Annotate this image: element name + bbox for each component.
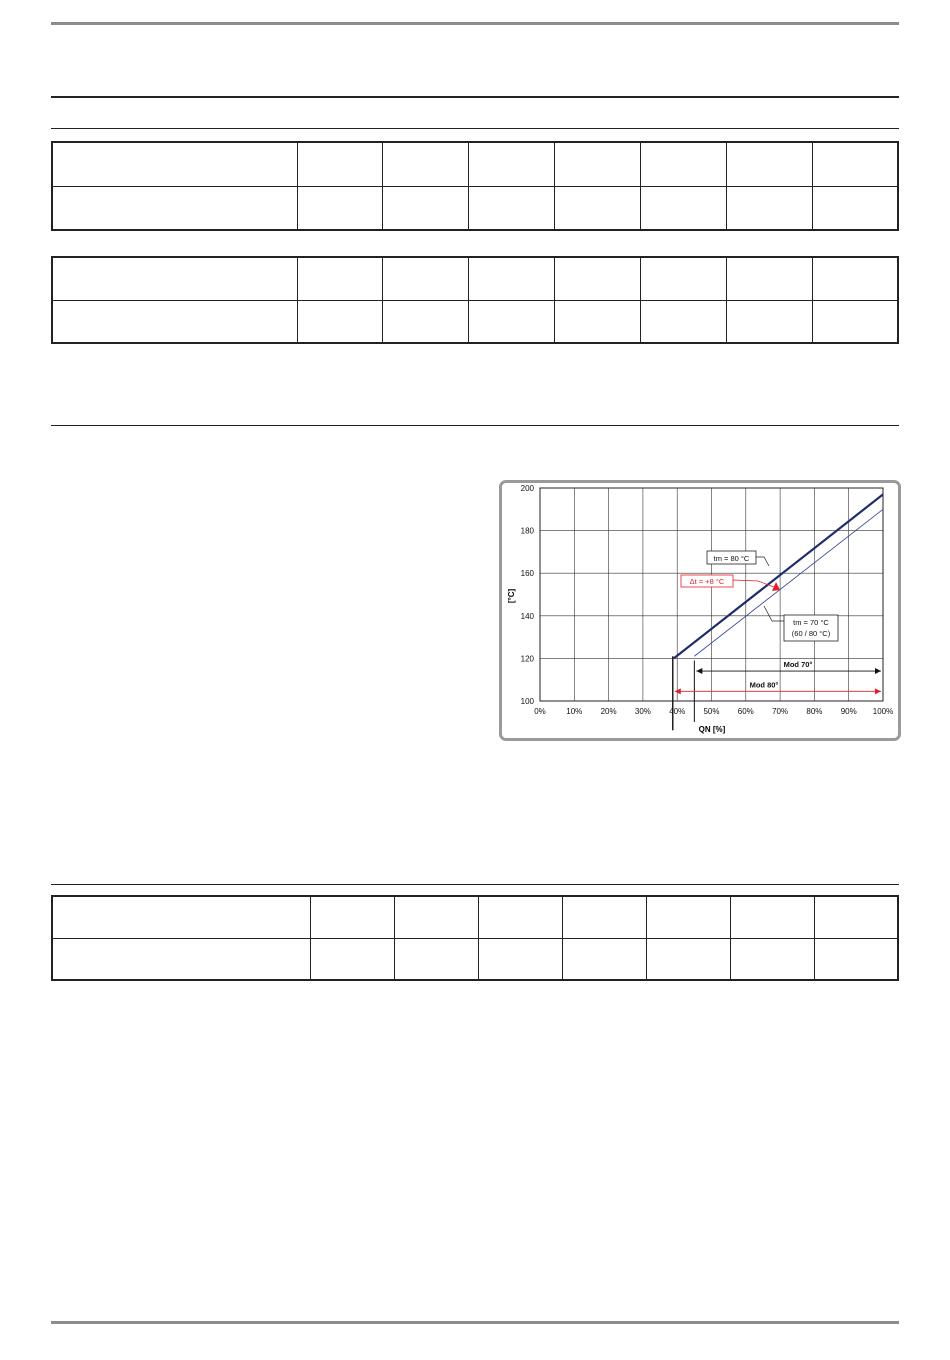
label-mod-70: Mod 70° (783, 660, 813, 670)
spec-table-2 (51, 256, 899, 344)
footer-rule (51, 1321, 899, 1324)
label-delta-t: Δt = +8 °C (689, 577, 725, 586)
spec-table-1 (51, 141, 899, 231)
section-rule-3 (51, 425, 899, 426)
x-tick-label: 0% (534, 707, 546, 716)
label-tm70-range: (60 / 80 °C) (791, 629, 831, 638)
label-tm70: tm = 70 °C (793, 618, 829, 627)
section-rule-1 (51, 96, 899, 98)
x-tick-label: 90% (840, 707, 857, 716)
table-row (52, 938, 898, 980)
x-tick-label: 100% (872, 707, 894, 716)
temperature-chart-frame (499, 480, 901, 741)
y-tick-label: 180 (520, 526, 534, 536)
x-tick-label: 30% (634, 707, 651, 716)
x-tick-label: 50% (703, 707, 720, 716)
header-rule (51, 22, 899, 25)
x-tick-label: 70% (772, 707, 789, 716)
table-row (52, 186, 898, 230)
y-tick-label: 160 (520, 569, 534, 579)
y-axis-label: [°C] (507, 588, 516, 604)
section-rule-2 (51, 128, 899, 129)
table-row (52, 300, 898, 343)
x-tick-label: 80% (806, 707, 823, 716)
spec-table-3 (51, 895, 899, 981)
y-tick-label: 140 (520, 611, 534, 621)
y-tick-label: 120 (520, 654, 534, 664)
table-row (52, 142, 898, 186)
table-row (52, 257, 898, 300)
x-tick-label: 10% (566, 707, 583, 716)
x-tick-label: 60% (737, 707, 754, 716)
table-row (52, 896, 898, 938)
y-tick-label: 100 (520, 697, 534, 706)
temperature-chart (502, 483, 898, 738)
x-tick-label: 20% (600, 707, 617, 716)
section-rule-4 (51, 884, 899, 885)
label-tm80: tm = 80 °C (713, 554, 750, 563)
y-tick-label: 200 (520, 484, 534, 493)
label-mod-80: Mod 80° (749, 680, 779, 690)
x-tick-label: 40% (669, 707, 686, 716)
x-axis-label: QN [%] (698, 725, 726, 734)
